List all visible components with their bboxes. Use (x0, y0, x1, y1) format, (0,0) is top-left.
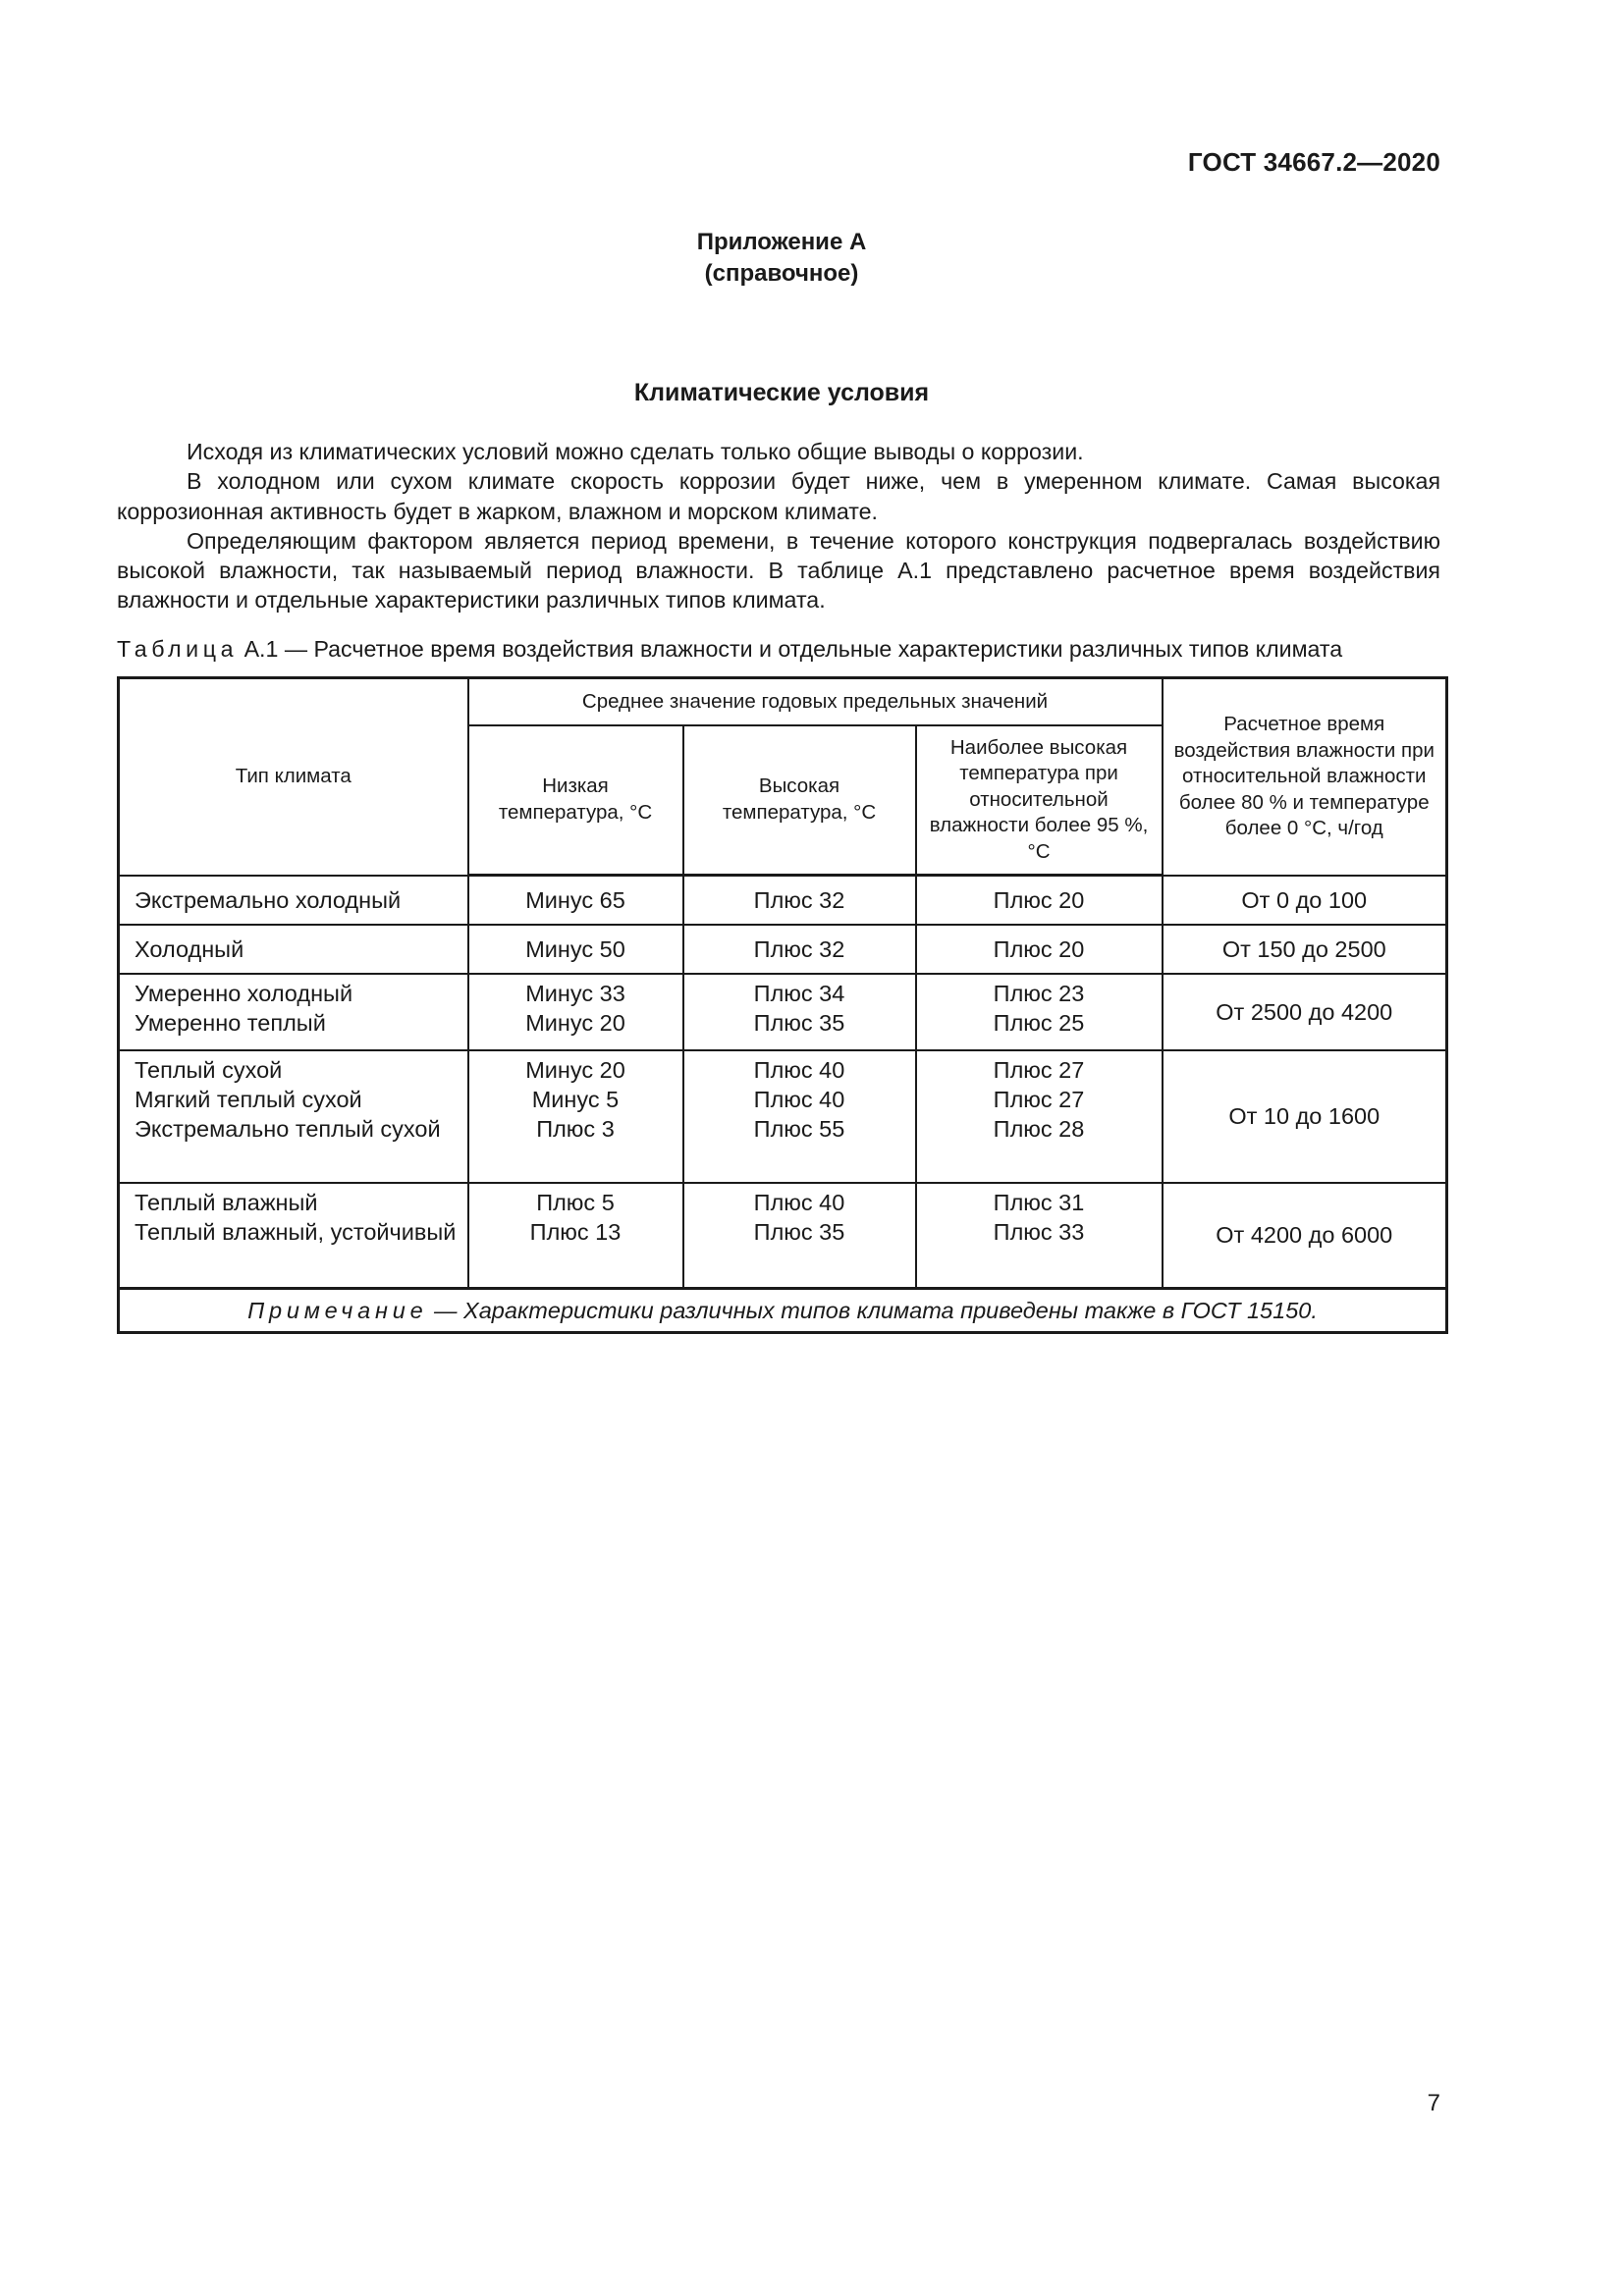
cell-climate-type-line: Мягкий теплый сухой (135, 1086, 362, 1112)
page-number: 7 (1427, 2090, 1440, 2116)
header-low-temperature: Низкая температура, °С (468, 725, 683, 876)
cell-exposure-time: От 10 до 1600 (1163, 1050, 1447, 1183)
note-label: Примечание (247, 1298, 428, 1323)
appendix-subtitle: (справочное) (704, 260, 859, 287)
cell-low-temperature-line: Минус 20 (525, 1009, 625, 1036)
climate-table (117, 676, 1448, 1334)
table-note (119, 1289, 1447, 1333)
paragraph: Исходя из климатических условий можно сделать только общие выводы о коррозии. (187, 439, 1084, 464)
document-code: ГОСТ 34667.2—2020 (1187, 147, 1440, 177)
paragraph: Определяющим фактором является период времени, в течение которого конструкция подвергалась воздействию высокой влажности, так называемый период влажности. В таблице А.1 представлено расчетное время воздействия влажности и отдельные характеристики различных типов климата. (117, 527, 1440, 614)
table-row (119, 1183, 1447, 1289)
cell-high-temperature-line: Плюс 55 (753, 1115, 845, 1142)
cell-low-temperature-line: Плюс 13 (529, 1218, 622, 1245)
cell-low-temperature (468, 974, 683, 1050)
cell-climate-type-line: Умеренно холодный (135, 980, 353, 1006)
cell-climate-type-line: Умеренно теплый (135, 1009, 326, 1036)
table-row (119, 876, 1447, 925)
cell-climate-type (119, 925, 468, 974)
cell-high-temperature-line: Плюс 34 (753, 980, 845, 1006)
table-row (119, 1050, 1447, 1183)
cell-low-temperature (468, 876, 683, 925)
cell-climate-type-line: Экстремально холодный (135, 886, 402, 913)
cell-max-temperature (916, 1183, 1163, 1289)
cell-low-temperature-line: Минус 33 (525, 980, 625, 1006)
cell-high-temperature (683, 974, 916, 1050)
cell-max-temperature-line: Плюс 31 (993, 1189, 1085, 1215)
cell-high-temperature-line: Плюс 35 (753, 1218, 845, 1245)
header-exposure-time: Расчетное время воздействия влажности при относительной влажности более 80 % и температуре более 0 °С, ч/год (1163, 678, 1447, 876)
cell-low-temperature (468, 1050, 683, 1183)
cell-climate-type-line: Холодный (135, 935, 244, 962)
table-body (119, 876, 1447, 1289)
cell-max-temperature-line: Плюс 27 (993, 1086, 1085, 1112)
appendix-heading (0, 227, 1563, 290)
cell-high-temperature-line: Плюс 32 (753, 935, 845, 962)
table-row (119, 974, 1447, 1050)
cell-climate-type-line: Экстремально теплый сухой (135, 1115, 441, 1142)
cell-climate-type-line: Теплый влажный (135, 1189, 318, 1215)
cell-max-temperature-line: Плюс 25 (993, 1009, 1085, 1036)
cell-climate-type-line: Теплый сухой (135, 1056, 283, 1083)
cell-climate-type (119, 974, 468, 1050)
table-caption (117, 636, 1452, 663)
cell-exposure-time: От 4200 до 6000 (1163, 1183, 1447, 1289)
cell-low-temperature (468, 925, 683, 974)
cell-high-temperature-line: Плюс 40 (753, 1189, 845, 1215)
cell-max-temperature-line: Плюс 28 (993, 1115, 1085, 1142)
cell-max-temperature-line: Плюс 20 (993, 935, 1085, 962)
cell-low-temperature-line: Минус 65 (525, 886, 625, 913)
table-caption-label: Таблица (117, 636, 239, 662)
table-row (119, 925, 1447, 974)
cell-high-temperature-line: Плюс 40 (753, 1086, 845, 1112)
header-high-temperature: Высокая температура, °С (683, 725, 916, 876)
cell-max-temperature (916, 974, 1163, 1050)
cell-max-temperature (916, 876, 1163, 925)
cell-high-temperature-line: Плюс 35 (753, 1009, 845, 1036)
section-title: Климатические условия (633, 379, 930, 406)
body-text (117, 437, 1440, 615)
header-climate-type: Тип климата (119, 678, 468, 876)
cell-max-temperature (916, 925, 1163, 974)
cell-climate-type-line: Теплый влажный, устойчивый (135, 1218, 457, 1245)
appendix-title: Приложение А (696, 229, 867, 255)
paragraph: В холодном или сухом климате скорость коррозии будет ниже, чем в умеренном климате. Самая высокая коррозионная активность будет в жарком, влажном и морском климате. (117, 468, 1440, 524)
cell-exposure-time: От 0 до 100 (1163, 876, 1447, 925)
cell-low-temperature-line: Минус 50 (525, 935, 625, 962)
cell-max-temperature-line: Плюс 27 (993, 1056, 1085, 1083)
cell-climate-type (119, 1050, 468, 1183)
cell-exposure-time: От 2500 до 4200 (1163, 974, 1447, 1050)
header-average-values: Среднее значение годовых предельных значений (468, 678, 1163, 725)
cell-climate-type (119, 1183, 468, 1289)
cell-max-temperature-line: Плюс 20 (993, 886, 1085, 913)
table-caption-text: А.1 — Расчетное время воздействия влажности и отдельные характеристики различных типов климата (238, 636, 1343, 662)
cell-max-temperature (916, 1050, 1163, 1183)
cell-high-temperature (683, 1050, 916, 1183)
cell-high-temperature-line: Плюс 32 (753, 886, 845, 913)
cell-low-temperature-line: Минус 20 (525, 1056, 625, 1083)
cell-low-temperature-line: Плюс 3 (536, 1115, 615, 1142)
cell-low-temperature (468, 1183, 683, 1289)
cell-low-temperature-line: Плюс 5 (536, 1189, 615, 1215)
cell-max-temperature-line: Плюс 33 (993, 1218, 1085, 1245)
cell-high-temperature-line: Плюс 40 (753, 1056, 845, 1083)
cell-exposure-time: От 150 до 2500 (1163, 925, 1447, 974)
cell-high-temperature (683, 1183, 916, 1289)
header-max-temperature-humidity: Наиболее высокая температура при относительной влажности более 95 %, °С (916, 725, 1163, 876)
note-text: — Характеристики различных типов климата приведены также в ГОСТ 15150. (427, 1298, 1318, 1323)
cell-climate-type (119, 876, 468, 925)
cell-high-temperature (683, 876, 916, 925)
cell-high-temperature (683, 925, 916, 974)
cell-low-temperature-line: Минус 5 (531, 1086, 620, 1112)
cell-max-temperature-line: Плюс 23 (993, 980, 1085, 1006)
